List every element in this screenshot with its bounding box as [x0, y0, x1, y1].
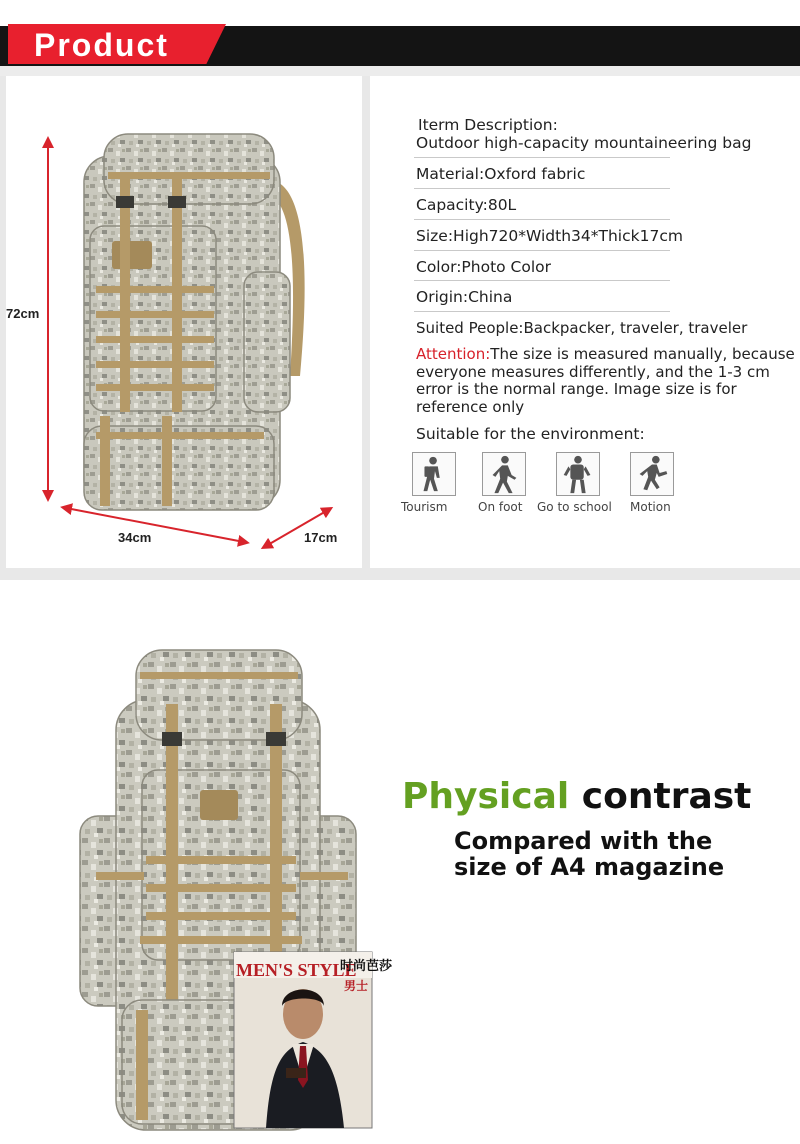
runner-icon: [630, 452, 674, 496]
backpack-dimension-image: [0, 76, 362, 568]
a4-magazine-image: [234, 952, 393, 1128]
hiker-icon: [412, 452, 456, 496]
page-title: Product: [34, 27, 169, 63]
spec-origin: Origin:China: [416, 288, 513, 306]
backpacker-icon: [556, 452, 600, 496]
comparison-subtitle-line2: size of A4 magazine: [454, 853, 725, 881]
spec-capacity: Capacity:80L: [416, 196, 517, 214]
spec-divider: [414, 250, 670, 251]
spec-divider: [414, 219, 670, 220]
spec-size: Size:High720*Width34*Thick17cm: [416, 227, 683, 245]
spec-divider: [414, 280, 670, 281]
spec-suited-people: Suited People:Backpacker, traveler, traveler: [416, 319, 748, 337]
item-description-heading: Iterm Description:: [418, 116, 558, 134]
spec-color: Color:Photo Color: [416, 258, 552, 276]
env-label-motion: Motion: [630, 500, 671, 514]
title-black-word: contrast: [581, 776, 752, 817]
frame-bottom-border: [0, 568, 800, 580]
header-divider: [0, 66, 800, 76]
attention-prefix: Attention:: [416, 345, 491, 363]
attention-note: [416, 346, 796, 416]
env-label-go-to-school: Go to school: [537, 500, 612, 514]
thick-dimension-label: 17cm: [304, 530, 338, 545]
attention-text: The size is measured manually, because everyone measures differently, and the 1-3 cm error is the normal range. Image size is for reference only: [416, 345, 795, 416]
magazine-title: MEN'S STYLE: [236, 960, 357, 980]
item-description-value: Outdoor high-capacity mountaineering bag: [416, 134, 752, 152]
env-label-on-foot: On foot: [478, 500, 523, 514]
physical-contrast-title: [402, 776, 751, 817]
magazine-cn-subtitle: 男士: [344, 979, 369, 993]
environment-heading: Suitable for the environment:: [416, 425, 645, 443]
spec-divider: [414, 188, 670, 189]
comparison-subtitle-line1: Compared with the: [454, 827, 713, 855]
backpack-magazine-comparison-image: [60, 640, 393, 1140]
walker-icon: [482, 452, 526, 496]
frame-center-divider: [362, 76, 370, 580]
magazine-cn-title: 时尚芭莎: [340, 959, 393, 974]
spec-material: Material:Oxford fabric: [416, 165, 586, 183]
spec-divider: [414, 157, 670, 158]
spec-divider: [414, 311, 670, 312]
env-label-tourism: Tourism: [401, 500, 448, 514]
height-dimension-label: 72cm: [6, 306, 40, 321]
width-dimension-label: 34cm: [118, 530, 152, 545]
title-green-word: Physical: [402, 776, 570, 817]
